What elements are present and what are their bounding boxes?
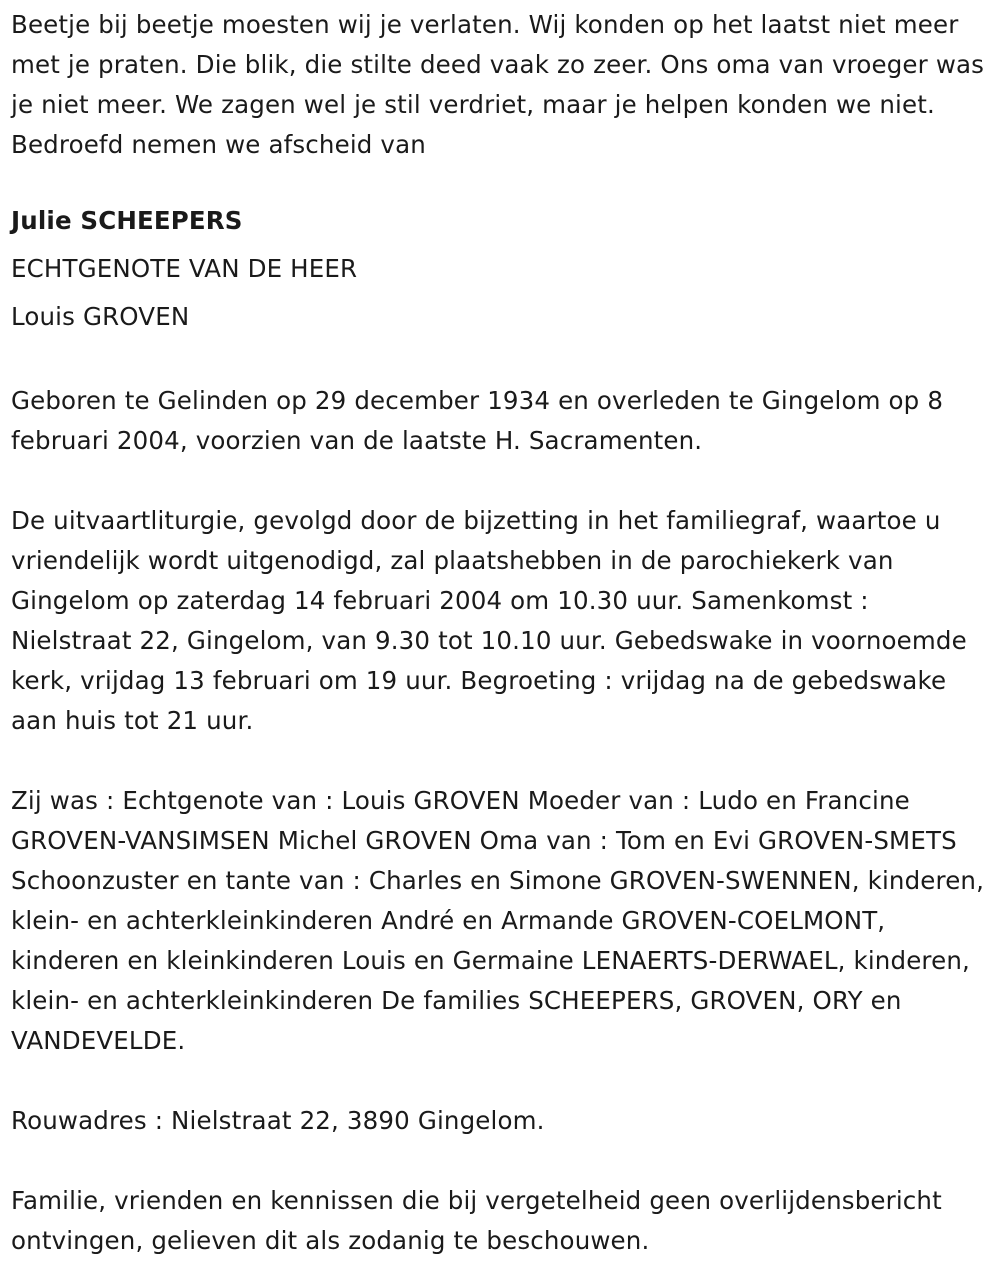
spouse-name: Louis GROVEN <box>11 302 190 331</box>
deceased-name: Julie SCHEEPERS <box>11 206 243 235</box>
closing-paragraph: Familie, vrienden en kennissen die bij vergetelheid geen overlijdensbericht ontvingen, gelieven dit als zodanig te beschouwen. <box>11 1186 942 1255</box>
funeral-paragraph: De uitvaartliturgie, gevolgd door de bijzetting in het familiegraf, waartoe u vriendelijk wordt uitgenodigd, zal plaatshebben in de parochiekerk van Gingelom op zaterdag 14 februari 2004 om 10.30 uur. Samenkomst : Nielstraat 22, Gingelom, van 9.30 tot 10.10 uur. Gebedswake in voornoemde kerk, vrijdag 13 februari om 19 uur. Begroeting : vrijdag na de gebedswake aan huis tot 21 uur. <box>11 506 967 735</box>
family-paragraph: Zij was : Echtgenote van : Louis GROVEN Moeder van : Ludo en Francine GROVEN-VANSIMSEN Michel GROVEN Oma van : Tom en Evi GROVEN-SMETS Schoonzuster en tante van : Charles en Simone GROVEN-SWENNEN, kinderen, klein- en achterkleinkinderen André en Armande GROVEN-COELMONT, kinderen en kleinkinderen Louis en Germaine LENAERTS-DERWAEL, kinderen, klein- en achterkleinkinderen De families SCHEEPERS, GROVEN, ORY en VANDEVELDE. <box>11 786 985 1055</box>
obituary-text <box>11 5 996 1261</box>
intro-paragraph: Beetje bij beetje moesten wij je verlaten. Wij konden op het laatst niet meer met je praten. Die blik, die stilte deed vaak zo zeer. Ons oma van vroeger was je niet meer. We zagen wel je stil verdriet, maar je helpen konden we niet. Bedroefd nemen we afscheid van <box>11 10 985 159</box>
birth-death-paragraph: Geboren te Gelinden op 29 december 1934 en overleden te Gingelom op 8 februari 2004, voorzien van de laatste H. Sacramenten. <box>11 386 944 455</box>
deceased-relation: ECHTGENOTE VAN DE HEER <box>11 254 358 283</box>
address-paragraph: Rouwadres : Nielstraat 22, 3890 Gingelom. <box>11 1106 545 1135</box>
deceased-block <box>11 197 996 341</box>
